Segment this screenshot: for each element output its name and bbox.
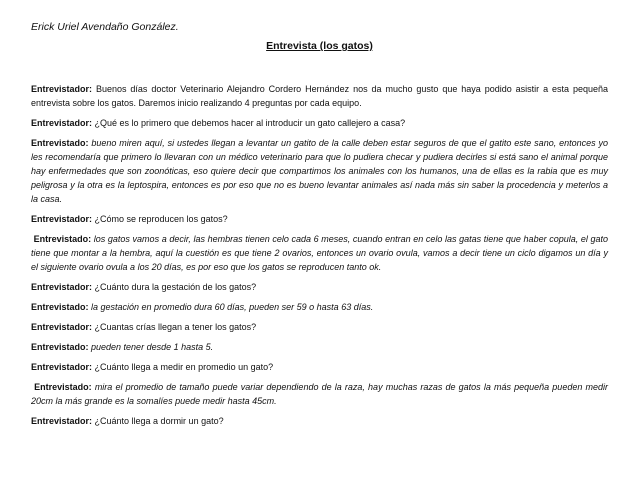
interview-paragraph [31,232,608,274]
speaker-label: Entrevistador: [31,282,93,292]
speaker-label: Entrevistador: [31,118,93,128]
question-text: ¿Cuantas crías llegan a tener los gatos? [92,322,257,332]
answer-text: pueden tener desde 1 hasta 5. [88,342,214,352]
speaker-label: Entrevistador: [31,214,93,224]
speaker-label: Entrevistado: [31,302,89,312]
document-title: Entrevista (los gatos) [266,40,373,52]
interview-paragraph [31,340,608,354]
interview-body [31,82,608,428]
question-text: ¿Cuánto dura la gestación de los gatos? [92,282,257,292]
author-name: Erick Uriel Avendaño González. [31,21,179,33]
interview-paragraph [31,360,608,374]
interview-paragraph [31,82,608,110]
speaker-label: Entrevistador: [31,84,93,94]
speaker-label: Entrevistador: [31,362,93,372]
speaker-label: Entrevistado: [31,342,89,352]
answer-text: bueno miren aquí, si ustedes llegan a levantar un gatito de la calle deben estar seguros de que el gatito este sano, entonces yo les recomendaría que primero lo llevaran con un médico veterinario para que lo pudiera checar y pudiera decirles si está sano el animal porque hay enfermedades que son zoonóticas, eso quiere decir que compartimos los animales con los humanos, una de ellas es la rabia que es muy peligrosa y la otra es la leptospira, entonces es por eso que no es bueno levantar animales así nada más sin saber la procedencia y meterlos a la casa. [31,138,608,204]
interview-paragraph [31,380,608,408]
answer-text: mira el promedio de tamaño puede variar dependiendo de la raza, hay muchas razas de gatos la más pequeña pueden medir 20cm la más grande es la somalíes puede medir hasta 45cm. [31,382,608,406]
question-text: Buenos días doctor Veterinario Alejandro Cordero Hernández nos da mucho gusto que haya podido asistir a esta pequeña entrevista sobre los gatos. Daremos inicio realizando 4 preguntas por cada equipo. [31,84,608,108]
question-text: ¿Qué es lo primero que debemos hacer al introducir un gato callejero a casa? [92,118,406,128]
interview-paragraph [31,280,608,294]
question-text: ¿Cómo se reproducen los gatos? [92,214,228,224]
interview-paragraph [31,116,608,130]
question-text: ¿Cuánto llega a medir en promedio un gato? [92,362,274,372]
answer-text: los gatos vamos a decir, las hembras tienen celo cada 6 meses, cuando entran en celo las gatas tiene que haber copula, el gato tiene que montar a la hembra, aquí la cuestión es que tiene 2 ovarios, entonces un ovario ovula, vamos a decir tiene un ciclo digamos un día y el siguiente ovario ovula a los 20 días, es por eso que los gatos se reproducen tanto ok. [31,234,608,272]
speaker-label: Entrevistado: [31,138,89,148]
speaker-label: Entrevistador: [31,322,93,332]
interview-paragraph [31,212,608,226]
answer-text: la gestación en promedio dura 60 días, pueden ser 59 o hasta 63 días. [88,302,374,312]
speaker-label: Entrevistado: [33,234,92,244]
interview-paragraph [31,414,608,428]
speaker-label: Entrevistador: [31,416,93,426]
interview-paragraph [31,300,608,314]
speaker-label: Entrevistado: [34,382,92,392]
question-text: ¿Cuánto llega a dormir un gato? [92,416,224,426]
interview-paragraph [31,136,608,206]
interview-paragraph [31,320,608,334]
